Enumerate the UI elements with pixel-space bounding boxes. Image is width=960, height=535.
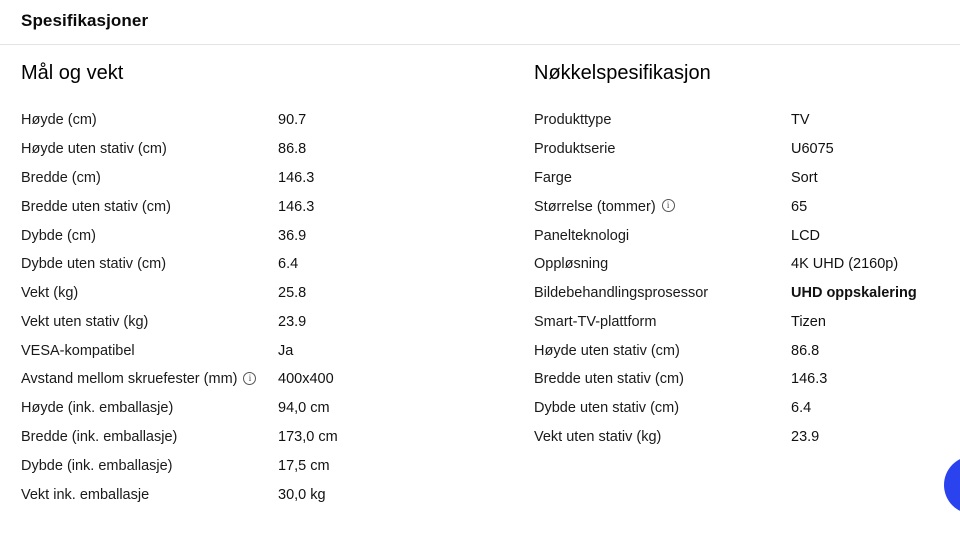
spec-label-text: VESA-kompatibel [21,342,135,359]
spec-row [21,164,479,193]
spec-label-text: Dybde (cm) [21,227,96,244]
spec-label-text: Bredde (cm) [21,169,101,186]
spec-label [21,427,278,447]
spec-value: 23.9 [278,313,307,330]
spec-label [21,398,278,418]
spec-label-text: Høyde (cm) [21,112,97,129]
spec-label-text: Bredde uten stativ (cm) [21,198,171,215]
spec-label [534,427,791,447]
spec-row [534,221,939,250]
spec-row [21,192,479,221]
spec-label-text: Oppløsning [534,256,609,273]
spec-row [21,394,479,423]
spec-row [21,106,479,135]
spec-row [534,336,939,365]
spec-row [534,164,939,193]
spec-label [21,456,278,476]
spec-label [21,226,278,246]
spec-label [21,283,278,303]
spec-columns [21,45,939,509]
spec-value: 400x400 [278,371,334,388]
spec-label-text: Høyde uten stativ (cm) [534,342,680,359]
spec-label [534,226,791,246]
spec-value: 30,0 kg [278,486,326,503]
spec-value: 25.8 [278,285,307,302]
spec-label-text: Dybde (ink. emballasje) [21,457,173,474]
spec-label-text: Smart-TV-plattform [534,313,657,330]
spec-row [534,135,939,164]
spec-row [534,250,939,279]
spec-label-text: Produkttype [534,112,612,129]
spec-value: Sort [791,169,818,186]
spec-label-text: Høyde (ink. emballasje) [21,400,174,417]
info-icon[interactable]: i [243,372,256,385]
spec-value: 86.8 [791,342,820,359]
spec-value: 6.4 [791,400,812,417]
spec-label [21,312,278,332]
spec-label [21,369,278,389]
spec-label-text: Vekt ink. emballasje [21,486,150,503]
spec-label-text: Panelteknologi [534,227,630,244]
spec-label-text: Dybde uten stativ (cm) [534,400,680,417]
spec-label-text: Bildebehandlingsprosessor [534,285,709,302]
spec-label [21,341,278,361]
spec-row [21,336,479,365]
spec-row [21,480,479,509]
spec-value: 94,0 cm [278,400,330,417]
spec-value: 23.9 [791,428,820,445]
spec-label [534,312,791,332]
spec-row [534,394,939,423]
spec-label [534,139,791,159]
spec-section [21,45,479,509]
spec-value: TV [791,112,810,129]
spec-value: 146.3 [791,371,828,388]
spec-row [21,423,479,452]
spec-row [21,135,479,164]
spec-label-text: Produktserie [534,141,616,158]
spec-label [534,110,791,130]
spec-label-text: Vekt (kg) [21,285,79,302]
spec-label-text: Bredde uten stativ (cm) [534,371,684,388]
spec-value: 6.4 [278,256,299,273]
spec-value: 36.9 [278,227,307,244]
spec-label [534,283,791,303]
spec-label [21,197,278,217]
spec-label [21,139,278,159]
spec-row [534,307,939,336]
spec-label-text: Størrelse (tommer) [534,198,656,215]
spec-value: LCD [791,227,821,244]
spec-row [21,279,479,308]
spec-value: 86.8 [278,141,307,158]
spec-value: 65 [791,198,808,215]
spec-label [534,254,791,274]
spec-row [21,221,479,250]
spec-value: 146.3 [278,198,315,215]
spec-label-text: Farge [534,169,572,186]
spec-label-text: Avstand mellom skruefester (mm) [21,371,238,388]
spec-value: 90.7 [278,112,307,129]
spec-value: U6075 [791,141,834,158]
spec-label [534,369,791,389]
spec-label [21,168,278,188]
spec-value: Ja [278,342,294,359]
spec-section [534,45,939,451]
spec-value: Tizen [791,313,826,330]
spec-value: 173,0 cm [278,428,338,445]
spec-label-text: Vekt uten stativ (kg) [534,428,662,445]
spec-label [534,398,791,418]
spec-value: 4K UHD (2160p) [791,256,899,273]
spec-label-text: Vekt uten stativ (kg) [21,313,149,330]
spec-value: 17,5 cm [278,457,330,474]
spec-label [534,168,791,188]
section-title: Mål og vekt [21,62,124,84]
spec-row [21,250,479,279]
spec-label [534,341,791,361]
spec-value: 146.3 [278,169,315,186]
spec-row [534,423,939,452]
spec-row [534,192,939,221]
spec-label-text: Bredde (ink. emballasje) [21,428,178,445]
section-title: Nøkkelspesifikasjon [534,62,711,84]
spec-row [534,279,939,308]
page-title: Spesifikasjoner [21,11,149,30]
spec-label [21,485,278,505]
spec-label [534,197,791,217]
spec-row [21,365,479,394]
info-icon[interactable]: i [662,199,675,212]
spec-label-text: Høyde uten stativ (cm) [21,141,167,158]
spec-row [21,307,479,336]
spec-label-text: Dybde uten stativ (cm) [21,256,167,273]
spec-label [21,110,278,130]
spec-row [21,451,479,480]
spec-value: UHD oppskalering [791,285,917,302]
spec-label [21,254,278,274]
spec-row [534,365,939,394]
spec-row [534,106,939,135]
